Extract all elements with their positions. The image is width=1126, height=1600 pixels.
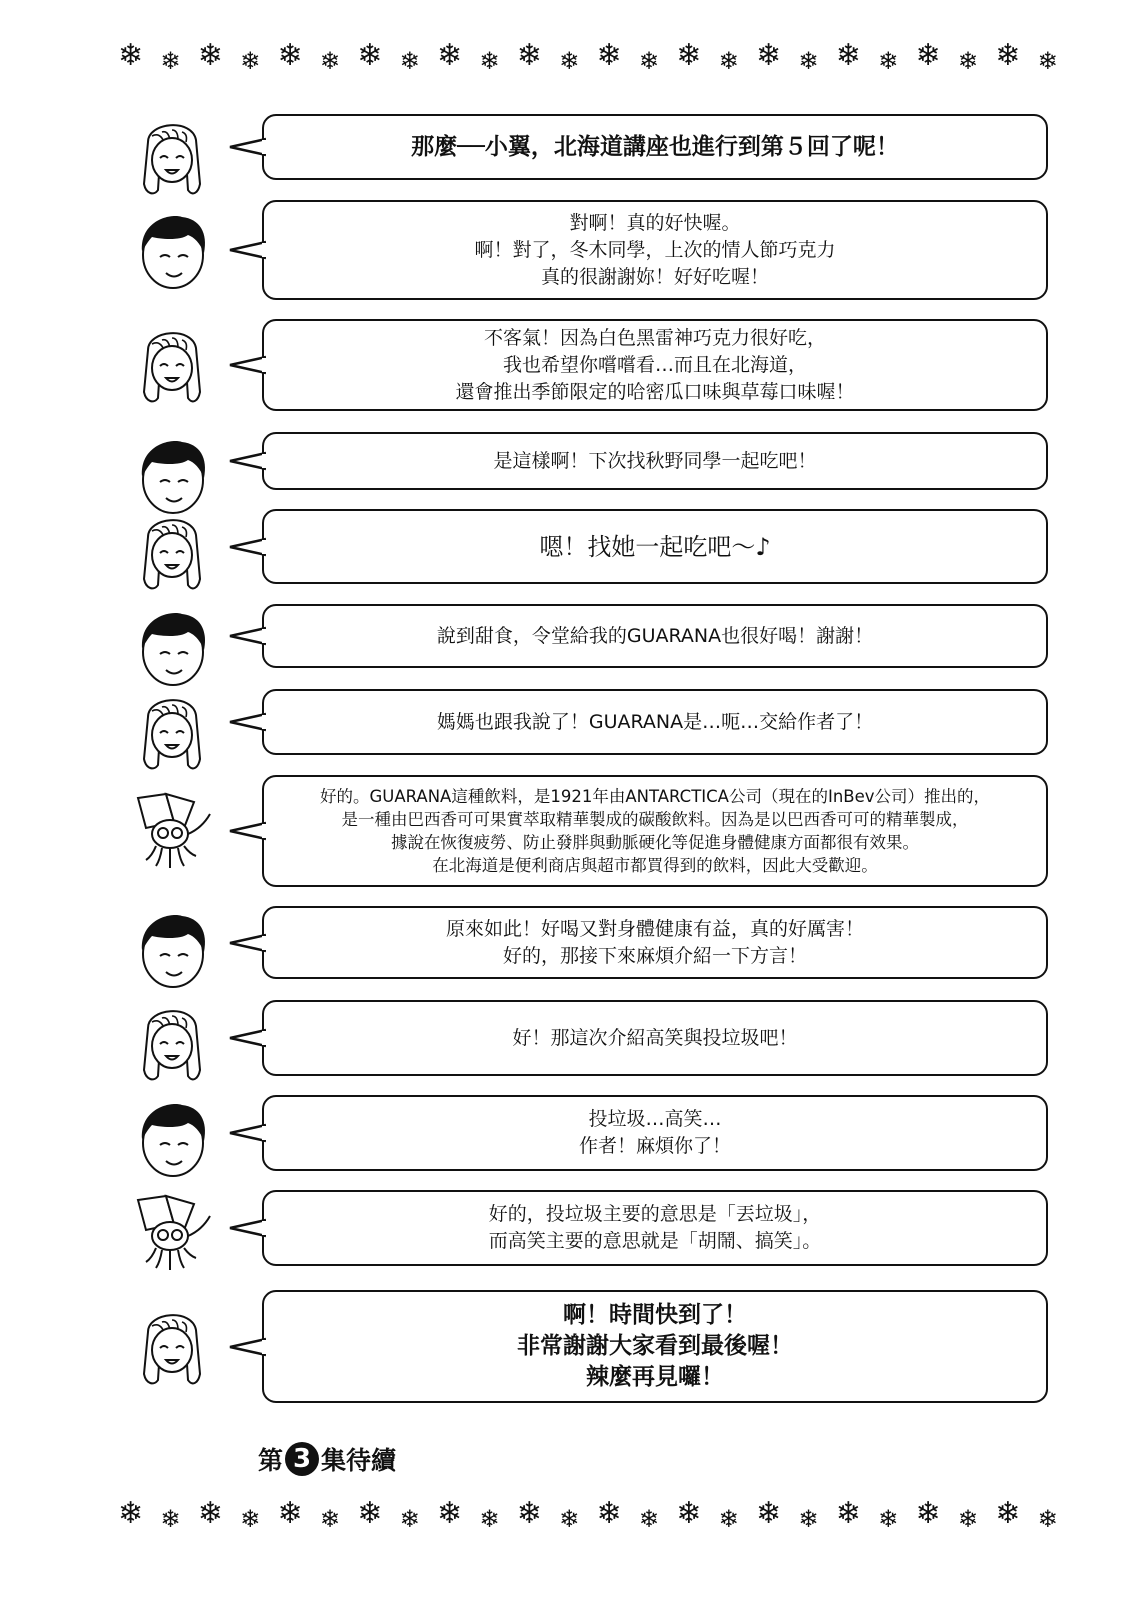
snowflake-icon: ❄ <box>676 38 702 73</box>
snowflake-icon: ❄ <box>596 38 622 73</box>
snowflake-icon: ❄ <box>995 38 1021 73</box>
speech-bubble-tail <box>226 345 266 385</box>
continued-suffix: 集待續 <box>321 1446 397 1475</box>
dialogue-line: 說到甜食，令堂給我的GUARANA也很好喝！謝謝！ <box>436 624 874 647</box>
snowflake-icon: ❄ <box>718 47 739 75</box>
speech-bubble-tail <box>226 1208 266 1248</box>
snowflake-icon: ❄ <box>319 47 340 75</box>
dialogue-row <box>0 604 1126 668</box>
snowflake-icon: ❄ <box>638 47 659 75</box>
speech-bubble-tail <box>226 923 266 963</box>
girl-avatar-icon <box>130 114 216 200</box>
snowflake-icon: ❄ <box>878 1505 899 1533</box>
snowflake-icon: ❄ <box>638 1505 659 1533</box>
snowflake-icon: ❄ <box>756 1496 782 1531</box>
dialogue-row <box>0 1190 1126 1266</box>
speech-bubble-tail <box>226 230 266 270</box>
snowflake-icon: ❄ <box>1037 47 1058 75</box>
snowflake-icon: ❄ <box>437 38 463 73</box>
snowflake-border-top <box>118 36 1058 76</box>
dialogue-row <box>0 432 1126 490</box>
dialogue-row <box>0 319 1126 411</box>
dialogue-line: 據說在恢復疲勞、防止發胖與動脈硬化等促進身體健康方面都很有效果。 <box>391 833 919 852</box>
speech-bubble <box>262 200 1048 300</box>
boy-avatar-icon <box>130 432 216 518</box>
dialogue-row <box>0 906 1126 979</box>
dialogue-line: 好！那這次介紹高笑與投垃圾吧！ <box>512 1026 798 1049</box>
snowflake-icon: ❄ <box>197 1496 223 1531</box>
dialogue-row <box>0 1095 1126 1171</box>
boy-avatar-icon <box>130 604 216 690</box>
dialogue-line: 是一種由巴西香可可果實萃取精華製成的碳酸飲料。因為是以巴西香可可的精華製成， <box>341 810 969 829</box>
snowflake-icon: ❄ <box>357 1496 383 1531</box>
boy-avatar-icon <box>130 906 216 992</box>
snowflake-icon: ❄ <box>240 1505 261 1533</box>
speech-bubble <box>262 319 1048 411</box>
snowflake-icon: ❄ <box>596 1496 622 1531</box>
dialogue-line: 在北海道是便利商店與超市都買得到的飲料，因此大受歡迎。 <box>432 856 878 875</box>
speech-bubble <box>262 114 1048 180</box>
snowflake-icon: ❄ <box>995 1496 1021 1531</box>
speech-bubble <box>262 906 1048 979</box>
snowflake-icon: ❄ <box>319 1505 340 1533</box>
squid-avatar-icon <box>130 1190 216 1276</box>
boy-avatar-icon <box>130 207 216 293</box>
dialogue-line: 好的，投垃圾主要的意思是「丟垃圾」， <box>488 1203 822 1225</box>
snowflake-icon: ❄ <box>240 47 261 75</box>
dialogue-row <box>0 689 1126 755</box>
snowflake-icon: ❄ <box>676 1496 702 1531</box>
dialogue-line: 作者！麻煩你了！ <box>578 1135 731 1157</box>
continued-prefix: 第 <box>258 1446 284 1475</box>
snowflake-icon: ❄ <box>957 47 978 75</box>
snowflake-border-bottom <box>118 1494 1058 1534</box>
volume-number-badge: 3 <box>285 1442 319 1476</box>
snowflake-icon: ❄ <box>798 1505 819 1533</box>
snowflake-icon: ❄ <box>559 1505 580 1533</box>
squid-avatar-icon <box>130 788 216 874</box>
speech-bubble-tail <box>226 127 266 167</box>
dialogue-line: 不客氣！因為白色黑雷神巧克力很好吃， <box>483 326 826 349</box>
dialogue-line: 投垃圾…高笑… <box>588 1108 722 1130</box>
dialogue-line: 啊！對了，冬木同學，上次的情人節巧克力 <box>474 238 836 261</box>
snowflake-icon: ❄ <box>915 1496 941 1531</box>
speech-bubble-tail <box>226 527 266 567</box>
snowflake-icon: ❄ <box>118 1496 144 1531</box>
dialogue-row <box>0 509 1126 584</box>
dialogue-line: 那麼──小翼，北海道講座也進行到第５回了呢！ <box>411 133 899 160</box>
snowflake-icon: ❄ <box>118 38 144 73</box>
snowflake-icon: ❄ <box>835 38 861 73</box>
dialogue-line: 媽媽也跟我說了！GUARANA是…呃…交給作者了！ <box>436 710 874 733</box>
snowflake-icon: ❄ <box>160 47 181 75</box>
snowflake-icon: ❄ <box>277 1496 303 1531</box>
snowflake-icon: ❄ <box>479 1505 500 1533</box>
speech-bubble-tail <box>226 702 266 742</box>
speech-bubble-tail <box>226 1327 266 1367</box>
dialogue-row <box>0 200 1126 300</box>
speech-bubble <box>262 1000 1048 1076</box>
snowflake-icon: ❄ <box>479 47 500 75</box>
dialogue-line: 真的很謝謝妳！好好吃喔！ <box>540 265 769 288</box>
snowflake-icon: ❄ <box>798 47 819 75</box>
dialogue-line: 對啊！真的好快喔。 <box>569 211 741 234</box>
snowflake-icon: ❄ <box>160 1505 181 1533</box>
speech-bubble-tail <box>226 1018 266 1058</box>
speech-bubble-tail <box>226 616 266 656</box>
dialogue-row <box>0 775 1126 887</box>
dialogue-line: 辣麼再見囉！ <box>586 1364 724 1390</box>
snowflake-icon: ❄ <box>399 1505 420 1533</box>
dialogue-line: 好的。GUARANA這種飲料，是1921年由ANTARCTICA公司（現在的InBev公司）推出的， <box>319 787 991 806</box>
speech-bubble-tail <box>226 811 266 851</box>
girl-avatar-icon <box>130 689 216 775</box>
speech-bubble-tail <box>226 441 266 481</box>
dialogue-row <box>0 1290 1126 1403</box>
snowflake-icon: ❄ <box>357 38 383 73</box>
speech-bubble <box>262 604 1048 668</box>
girl-avatar-icon <box>130 1304 216 1390</box>
speech-bubble <box>262 775 1048 887</box>
snowflake-icon: ❄ <box>878 47 899 75</box>
dialogue-line: 嗯！找她一起吃吧～♪ <box>539 532 771 561</box>
dialogue-line: 好的，那接下來麻煩介紹一下方言！ <box>502 944 807 967</box>
snowflake-icon: ❄ <box>718 1505 739 1533</box>
dialogue-line: 啊！時間快到了！ <box>563 1302 747 1328</box>
dialogue-row <box>0 114 1126 180</box>
to-be-continued <box>258 1436 396 1482</box>
dialogue-row <box>0 1000 1126 1076</box>
speech-bubble <box>262 1290 1048 1403</box>
speech-bubble-tail <box>226 1113 266 1153</box>
snowflake-icon: ❄ <box>1037 1505 1058 1533</box>
snowflake-icon: ❄ <box>957 1505 978 1533</box>
speech-bubble <box>262 432 1048 490</box>
dialogue-line: 我也希望你嚐嚐看…而且在北海道， <box>502 353 807 376</box>
snowflake-icon: ❄ <box>559 47 580 75</box>
snowflake-icon: ❄ <box>197 38 223 73</box>
snowflake-icon: ❄ <box>835 1496 861 1531</box>
speech-bubble <box>262 689 1048 755</box>
snowflake-icon: ❄ <box>437 1496 463 1531</box>
snowflake-icon: ❄ <box>756 38 782 73</box>
dialogue-line: 是這樣啊！下次找秋野同學一起吃吧！ <box>493 449 817 472</box>
speech-bubble <box>262 509 1048 584</box>
snowflake-icon: ❄ <box>399 47 420 75</box>
boy-avatar-icon <box>130 1095 216 1181</box>
dialogue-line: 非常謝謝大家看到最後喔！ <box>517 1333 793 1359</box>
girl-avatar-icon <box>130 1000 216 1086</box>
snowflake-icon: ❄ <box>516 38 542 73</box>
girl-avatar-icon <box>130 322 216 408</box>
speech-bubble <box>262 1190 1048 1266</box>
girl-avatar-icon <box>130 509 216 595</box>
dialogue-line: 還會推出季節限定的哈密瓜口味與草莓口味喔！ <box>455 380 855 403</box>
snowflake-icon: ❄ <box>915 38 941 73</box>
dialogue-line: 原來如此！好喝又對身體健康有益，真的好厲害！ <box>445 917 864 940</box>
dialogue-line: 而高笑主要的意思就是「胡鬧、搞笑」。 <box>488 1230 822 1252</box>
snowflake-icon: ❄ <box>277 38 303 73</box>
speech-bubble <box>262 1095 1048 1171</box>
snowflake-icon: ❄ <box>516 1496 542 1531</box>
